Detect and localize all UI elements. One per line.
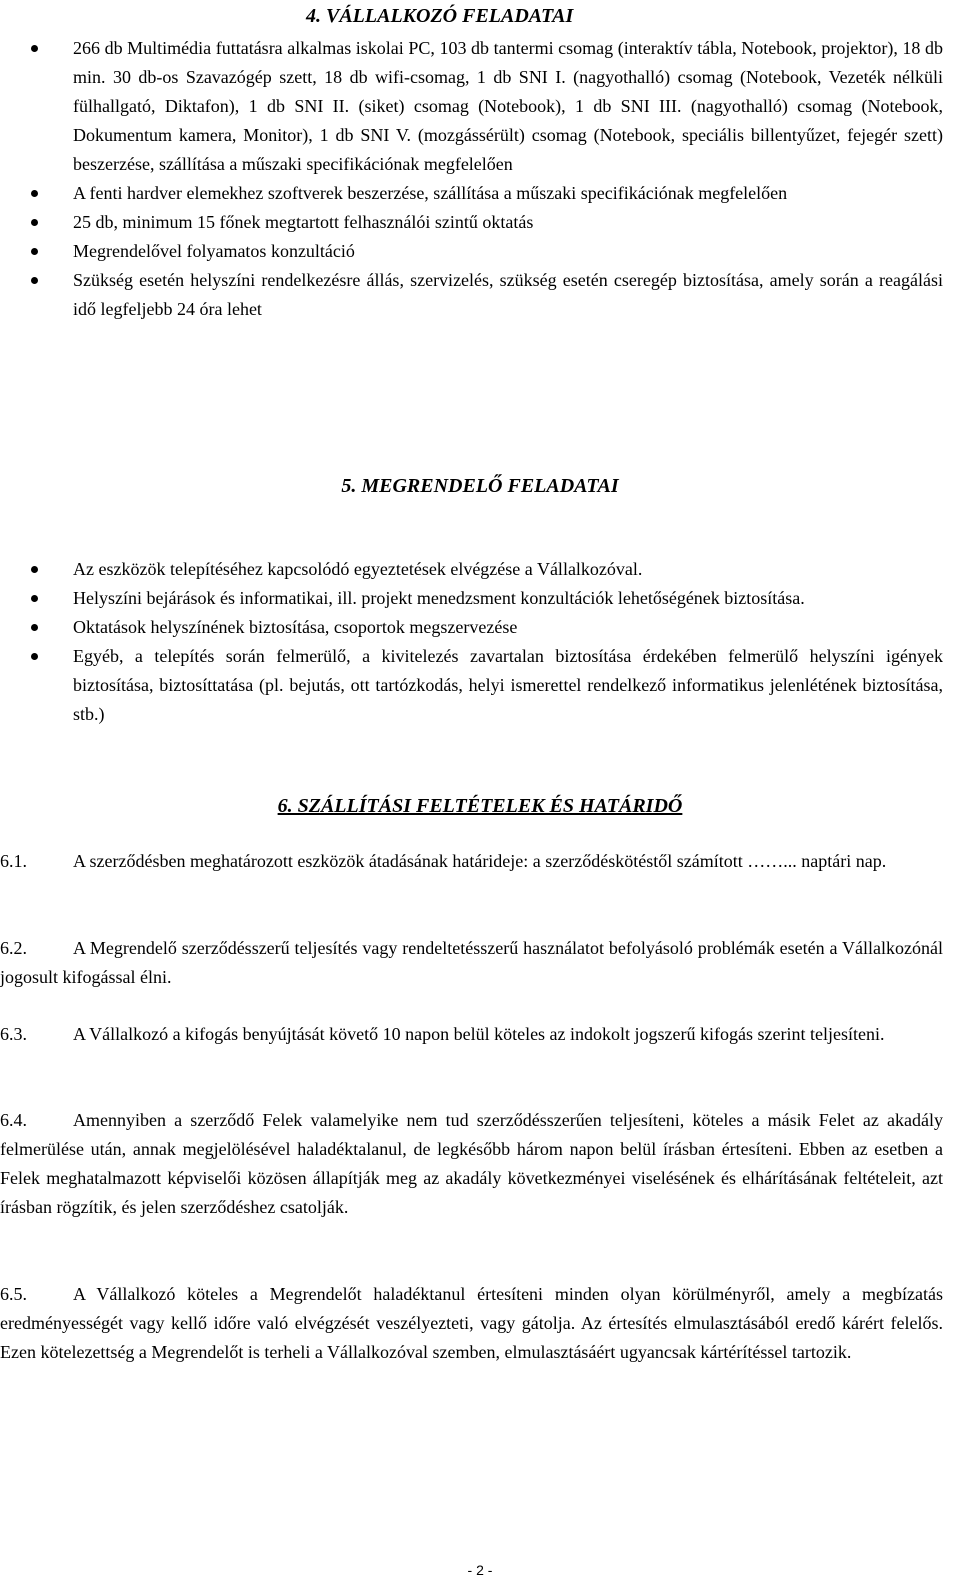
paragraph-6-4	[0, 1106, 943, 1222]
list-item-text: A fenti hardver elemekhez szoftverek beszerzése, szállítása a műszaki specifikációnak megfelelően	[73, 183, 788, 203]
list-item-text: Az eszközök telepítéséhez kapcsolódó egyeztetések elvégzése a Vállalkozóval.	[73, 559, 643, 579]
section-5-list	[0, 555, 943, 729]
list-item-text: Szükség esetén helyszíni rendelkezésre állás, szervizelés, szükség esetén cseregép biztosítása, amely során a reagálási idő legfeljebb 24 óra lehet	[73, 270, 943, 319]
bullet-icon	[31, 595, 38, 602]
list-item-text: 266 db Multimédia futtatásra alkalmas iskolai PC, 103 db tantermi csomag (interaktív tábla, Notebook, projektor), 18 db min. 30 db-os Szavazógép szett, 18 db wifi-csomag, 1 db SNI I. (nagyothalló) csomag (Notebook, Vezeték nélküli fülhallgató, Diktafon), 1 db SNI II. (siket) csomag (Notebook), 1 db SNI III. (nagyothalló) csomag (Notebook, Dokumentum kamera, Monitor), 1 db SNI V. (mozgássérült) csomag (Notebook, speciális billentyűzet, fejegér szett) beszerzése, szállítása a műszaki specifikációnak megfelelően	[73, 38, 943, 174]
paragraph-number: 6.5.	[0, 1284, 27, 1304]
list-item	[0, 584, 943, 613]
section-6-title: 6. SZÁLLÍTÁSI FELTÉTELEK ÉS HATÁRIDŐ	[277, 795, 683, 817]
list-item	[0, 555, 943, 584]
paragraph-6-1	[0, 847, 943, 876]
bullet-icon	[31, 566, 38, 573]
section-5-title: 5. MEGRENDELŐ FELADATAI	[341, 475, 619, 497]
paragraph-number: 6.1.	[0, 851, 27, 871]
bullet-icon	[31, 219, 38, 226]
list-item-text: Helyszíni bejárások és informatikai, ill. projekt menedzsment konzultációk lehetőségének biztosítása.	[73, 588, 805, 608]
paragraph-6-2	[0, 934, 943, 992]
bullet-icon	[31, 248, 38, 255]
paragraph-number: 6.2.	[0, 938, 27, 958]
list-item	[0, 179, 943, 208]
list-item	[0, 642, 943, 729]
list-item	[0, 208, 943, 237]
paragraph-number: 6.4.	[0, 1110, 27, 1130]
bullet-icon	[31, 653, 38, 660]
bullet-icon	[31, 277, 38, 284]
paragraph-6-5	[0, 1280, 943, 1367]
paragraph-6-3	[0, 1020, 943, 1049]
list-item-text: 25 db, minimum 15 főnek megtartott felhasználói szintű oktatás	[73, 212, 534, 232]
paragraph-number: 6.3.	[0, 1024, 27, 1044]
paragraph-text: A Megrendelő szerződésszerű teljesítés vagy rendeltetésszerű használatot befolyásoló problémák esetén a Vállalkozónál jogosult kifogással élni.	[0, 938, 943, 987]
list-item	[0, 613, 943, 642]
bullet-icon	[31, 45, 38, 52]
list-item-text: Egyéb, a telepítés során felmerülő, a kivitelezés zavartalan biztosítása érdekében felmerülő helyszíni igények biztosítása, biztosíttatása (pl. bejutás, ott tartózkodás, helyi ismerettel rendelkező informatikus jelenlétének biztosítása, stb.)	[73, 646, 943, 724]
paragraph-text: Amennyiben a szerződő Felek valamelyike nem tud szerződésszerűen teljesíteni, köteles a másik Felet az akadály felmerülése után, annak megjelölésével haladéktalanul, de legkésőbb három napon belül írásban értesíteni. Ebben az esetben a Felek meghatalmazott képviselői közösen állapítják meg az akadály következményei viselésének és elhárításának feltételeit, azt írásban rögzítik, és jelen szerződéshez csatolják.	[0, 1110, 943, 1217]
list-item	[0, 266, 943, 324]
paragraph-text: A Vállalkozó a kifogás benyújtását követő 10 napon belül köteles az indokolt jogszerű kifogás szerint teljesíteni.	[73, 1024, 885, 1044]
list-item-text: Oktatások helyszínének biztosítása, csoportok megszervezése	[73, 617, 518, 637]
section-4-title: 4. VÁLLALKOZÓ FELADATAI	[306, 5, 574, 27]
section-4-list	[0, 34, 943, 324]
page-number: - 2 -	[467, 1562, 493, 1578]
bullet-icon	[31, 190, 38, 197]
list-item	[0, 237, 943, 266]
paragraph-text: A Vállalkozó köteles a Megrendelőt haladéktanul értesíteni minden olyan körülményről, amely a megbízatás eredményességét vagy kellő időre való elvégzését veszélyezteti, vagy gátolja. Az értesítés elmulasztásából eredő kárért felelős. Ezen kötelezettség a Megrendelőt is terheli a Vállalkozóval szemben, elmulasztásáért ugyancsak kártérítéssel tartozik.	[0, 1284, 943, 1362]
bullet-icon	[31, 624, 38, 631]
paragraph-text: A szerződésben meghatározott eszközök átadásának határideje: a szerződéskötéstől számított ……... naptári nap.	[73, 851, 887, 871]
list-item-text: Megrendelővel folyamatos konzultáció	[73, 241, 355, 261]
list-item	[0, 34, 943, 179]
